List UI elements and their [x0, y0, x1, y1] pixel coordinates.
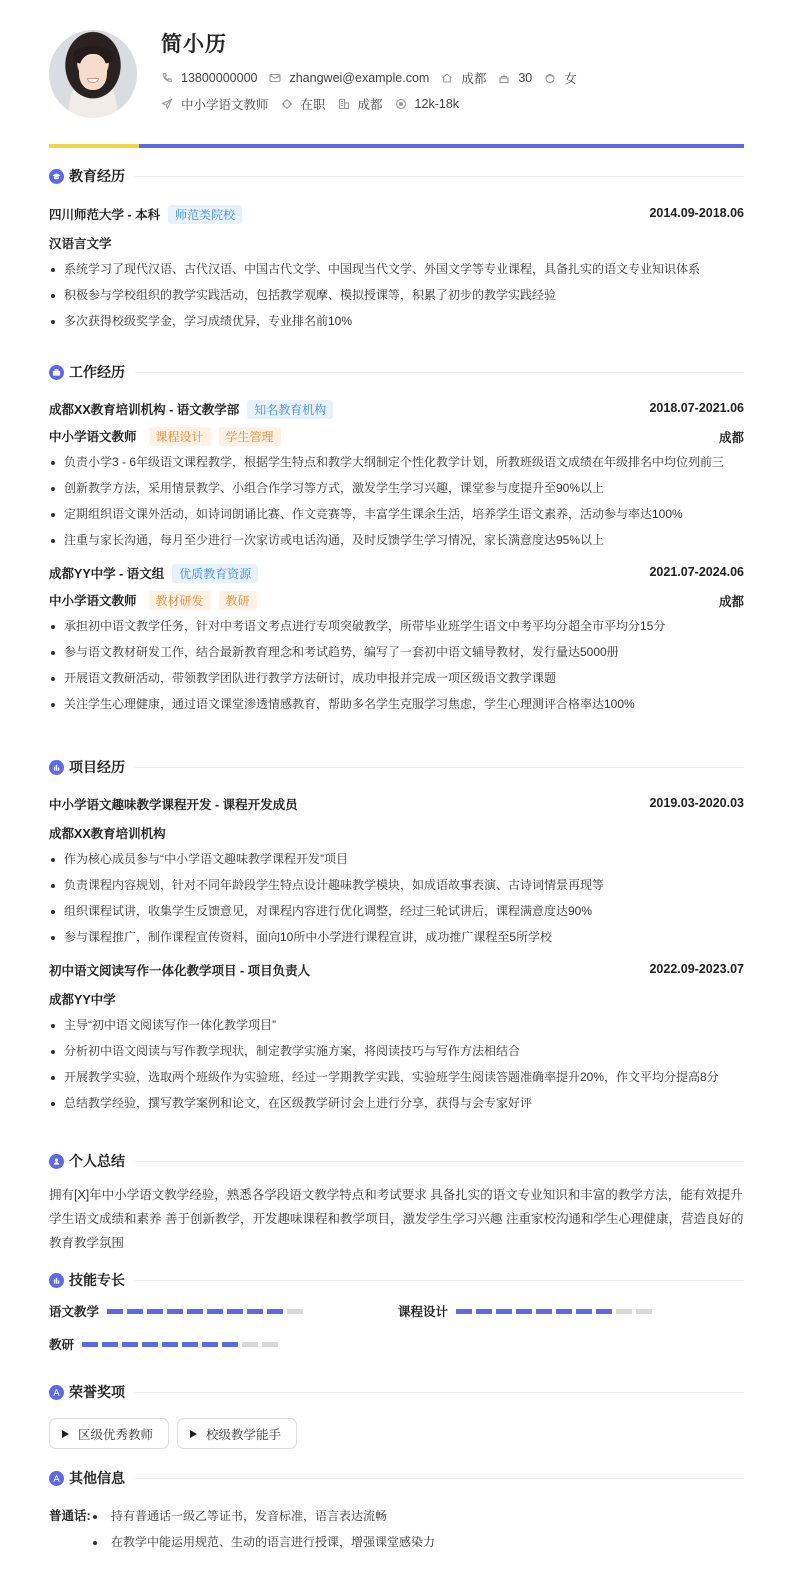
- role-tag: 教研: [219, 591, 257, 610]
- list-item: 多次获得校级奖学金，学习成绩优异，专业排名前10%: [49, 311, 744, 337]
- skills-list: [49, 1300, 744, 1370]
- section-header: 教育经历: [49, 166, 744, 186]
- work-date: 2021.07-2024.06: [649, 565, 744, 579]
- salary-icon: [395, 98, 407, 110]
- mandarin-label: 普通话:: [49, 1509, 91, 1523]
- user-icon: [49, 1154, 64, 1169]
- project-org: 成都XX教育培训机构: [49, 827, 166, 841]
- work-section: [49, 362, 744, 720]
- candidate-name: 简小历: [161, 33, 227, 56]
- skill-item: 语文教学: [49, 1302, 307, 1320]
- award-chip: 校级教学能手: [177, 1418, 297, 1449]
- chart-bars-icon: [49, 1273, 64, 1288]
- graduation-cap-icon: [49, 169, 64, 184]
- list-item: 总结教学经验，撰写教学案例和论文，在区级教学研讨会上进行分享，获得与会专家好评: [49, 1093, 744, 1119]
- skills-section: [49, 1270, 744, 1370]
- award-chip: 区级优秀教师: [49, 1418, 169, 1449]
- project-name: 中小学语文趣味教学课程开发 - 课程开发成员: [49, 798, 298, 812]
- project-bullets: [49, 1015, 744, 1119]
- list-item: 参与语文教材研发工作，结合最新教育理念和考试趋势，编写了一套初中语文辅导教材，发行量达5000册: [49, 642, 744, 668]
- list-item: 开展教学实验，选取两个班级作为实验班，经过一学期教学实践，实验班学生阅读答题准确率提升20%，作文平均分提高8分: [49, 1067, 744, 1093]
- cake-icon: [498, 72, 510, 84]
- company-tag: 知名教育机构: [247, 400, 333, 419]
- award-icon: [49, 1471, 64, 1486]
- summary-section: [49, 1151, 744, 1255]
- awards-list: [49, 1418, 744, 1449]
- status-icon: [281, 98, 293, 110]
- job-role: 中小学语文教师: [49, 594, 137, 608]
- list-item: 分析初中语文阅读与写作教学现状，制定教学实施方案，将阅读技巧与写作方法相结合: [49, 1041, 744, 1067]
- list-item: 积极参与学校组织的教学实践活动，包括教学观摩、模拟授课等，积累了初步的教学实践经验: [49, 285, 744, 311]
- skill-item: 课程设计: [398, 1302, 656, 1320]
- major: 汉语言文学: [49, 237, 112, 251]
- project-date: 2019.03-2020.03: [649, 796, 744, 810]
- section-header: 项目经历: [49, 757, 744, 777]
- job-role: 中小学语文教师: [49, 430, 137, 444]
- list-item: 定期组织语文课外活动，如诗词朗诵比赛、作文竞赛等，丰富学生课余生活，培养学生语文素养，活动参与率达100%: [49, 504, 744, 530]
- resume-header: [49, 0, 744, 150]
- salary-info: 12k-18k: [395, 97, 459, 111]
- role-tag: 课程设计: [149, 427, 211, 446]
- company-name: 成都XX教育培训机构 - 语文教学部: [49, 403, 240, 417]
- header-accent-bar: [49, 144, 744, 148]
- role-tag: 学生管理: [219, 427, 281, 446]
- send-icon: [161, 98, 173, 110]
- list-item: 负责课程内容规划，针对不同年龄段学生特点设计趣味教学模块，如成语故事表演、古诗词情景再现等: [49, 875, 744, 901]
- project-item: [49, 794, 744, 814]
- briefcase-icon: [49, 365, 64, 380]
- work-date: 2018.07-2021.06: [649, 401, 744, 415]
- project-item: [49, 960, 744, 980]
- work-item: [49, 399, 744, 419]
- project-org: 成都YY中学: [49, 993, 116, 1007]
- email-info: zhangwei@example.com: [269, 71, 429, 85]
- company-name: 成都YY中学 - 语文组: [49, 567, 165, 581]
- school-tag: 师范类院校: [168, 205, 242, 224]
- summary-text: 拥有[X]年中小学语文教学经验，熟悉各学段语文教学特点和考试要求 具备扎实的语文专业知识和丰富的教学方法，能有效提升学生语文成绩和素养 善于创新教学，开发趣味课程和教学项目，激发学生学习兴趣 注重家校沟通和学生心理健康，营造良好的教育教学氛围: [49, 1188, 744, 1250]
- section-header: 荣誉奖项: [49, 1382, 744, 1402]
- work-location: 成都: [718, 595, 744, 609]
- list-item: 作为核心成员参与“中小学语文趣味教学课程开发”项目: [49, 849, 744, 875]
- skill-item: 教研: [49, 1335, 282, 1353]
- list-item: 注重与家长沟通，每月至少进行一次家访或电话沟通，及时反馈学生学习情况，家长满意度达95%以上: [49, 530, 744, 556]
- avatar: [49, 30, 137, 118]
- resume-page: [49, 0, 744, 1549]
- skill-level-bar: [82, 1342, 282, 1347]
- education-item: [49, 204, 744, 224]
- list-item: 主导“初中语文阅读写作一体化教学项目”: [49, 1015, 744, 1041]
- gender-info: 女: [544, 69, 577, 87]
- list-item: 承担初中语文教学任务，针对中考语文考点进行专项突破教学，所带毕业班学生语文中考平均分超全市平均分15分: [49, 616, 744, 642]
- education-date: 2014.09-2018.06: [649, 206, 744, 220]
- other-section: [49, 1468, 744, 1558]
- list-item: 持有普通话一级乙等证书，发音标准，语言表达流畅: [91, 1506, 744, 1532]
- education-bullets: [49, 259, 744, 337]
- skill-level-bar: [107, 1309, 307, 1314]
- hometown-info: 成都: [441, 69, 486, 87]
- city-info: 成都: [338, 95, 383, 113]
- list-item: 负责小学3 - 6年级语文课程教学，根据学生特点和教学大纲制定个性化教学计划，所教班级语文成绩在年级排名中均位列前三: [49, 452, 744, 478]
- project-bullets: [49, 849, 744, 953]
- job-intent-row: [161, 95, 471, 113]
- play-icon: [190, 1430, 197, 1438]
- projects-section: [49, 757, 744, 1119]
- list-item: 系统学习了现代汉语、古代汉语、中国古代文学、中国现当代文学、外国文学等专业课程，具备扎实的语文专业知识体系: [49, 259, 744, 285]
- building-icon: [338, 98, 350, 110]
- project-name: 初中语文阅读写作一体化教学项目 - 项目负责人: [49, 964, 311, 978]
- school-name: 四川师范大学 - 本科: [49, 208, 161, 222]
- work-location: 成都: [718, 431, 744, 445]
- skill-level-bar: [456, 1309, 656, 1314]
- other-info: [49, 1506, 744, 1558]
- section-header: 工作经历: [49, 362, 744, 382]
- position-info: 中小学语文教师: [161, 95, 269, 113]
- mail-icon: [269, 72, 281, 84]
- role-tag: 教材研发: [149, 591, 211, 610]
- award-icon: [49, 1385, 64, 1400]
- age-info: 30: [498, 71, 532, 85]
- list-item: 开展语文教研活动，带领教学团队进行教学方法研讨，成功申报并完成一项区级语文教学课题: [49, 668, 744, 694]
- contact-row: [161, 69, 589, 87]
- list-item: 参与课程推广，制作课程宣传资料，面向10所中小学进行课程宣讲，成功推广课程至5所学校: [49, 927, 744, 953]
- company-tag: 优质教育资源: [172, 564, 258, 583]
- work-bullets: [49, 452, 744, 556]
- list-item: 组织课程试讲，收集学生反馈意见，对课程内容进行优化调整，经过三轮试讲后，课程满意度达90%: [49, 901, 744, 927]
- section-header: 个人总结: [49, 1151, 744, 1171]
- awards-section: [49, 1382, 744, 1449]
- education-section: [49, 166, 744, 337]
- section-header: 其他信息: [49, 1468, 744, 1488]
- chart-bars-icon: [49, 760, 64, 775]
- status-info: 在职: [281, 95, 326, 113]
- list-item: 创新教学方法，采用情景教学、小组合作学习等方式，激发学生学习兴趣，课堂参与度提升至90%以上: [49, 478, 744, 504]
- section-header: 技能专长: [49, 1270, 744, 1290]
- home-icon: [441, 72, 453, 84]
- other-bullets: [91, 1506, 744, 1558]
- phone-info: 13800000000: [161, 71, 257, 85]
- list-item: 在教学中能运用规范、生动的语言进行授课，增强课堂感染力: [91, 1532, 744, 1558]
- project-date: 2022.09-2023.07: [649, 962, 744, 976]
- phone-icon: [161, 72, 173, 84]
- list-item: 关注学生心理健康，通过语文课堂渗透情感教育，帮助多名学生克服学习焦虑，学生心理测评合格率达100%: [49, 694, 744, 720]
- play-icon: [62, 1430, 69, 1438]
- work-item: [49, 563, 744, 583]
- gender-icon: [544, 72, 556, 84]
- work-bullets: [49, 616, 744, 720]
